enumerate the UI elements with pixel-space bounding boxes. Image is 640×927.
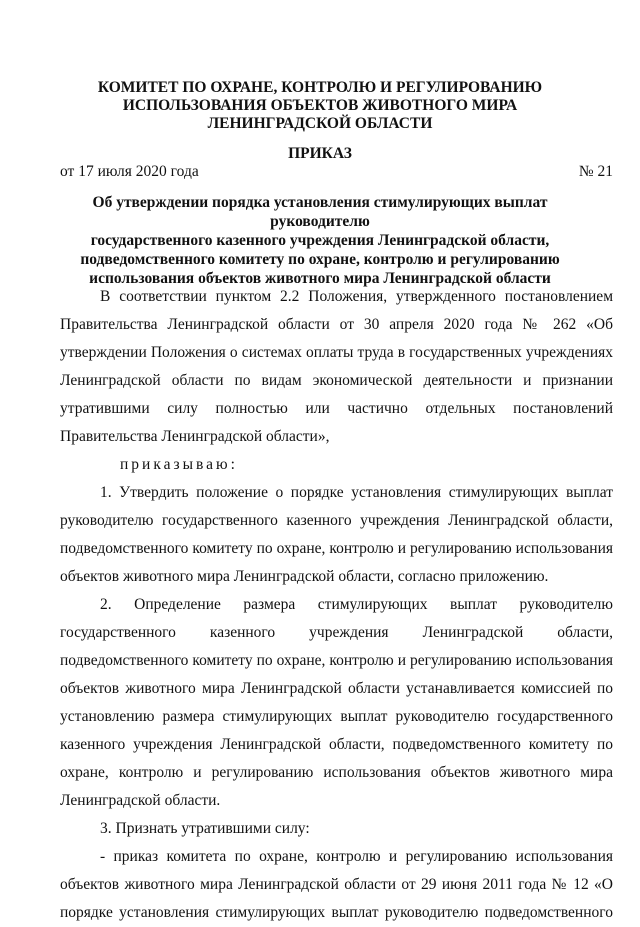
preamble-paragraph: В соответствии пунктом 2.2 Положения, утвержденного постановлением Правительства Ленинградской области от 30 апреля 2020 года № 262 «Об утверждении Положения о системах оплаты труда в государственных учреждениях Ленинградской области по видам экономической деятельности и признании утратившими силу полностью или частично отдельных постановлений Правительства Ленинградской области», xyxy=(60,288,613,445)
subject-line-2: государственного казенного учреждения Ленинградской области, xyxy=(90,232,550,249)
issuer-line-1: КОМИТЕТ ПО ОХРАНЕ, КОНТРОЛЮ И РЕГУЛИРОВАНИЮ xyxy=(97,79,543,96)
order-date: от 17 июля 2020 года xyxy=(60,163,199,180)
subject-line-1: Об утверждении порядка установления стимулирующих выплат руководителю xyxy=(92,194,548,230)
order-title: ПРИКАЗ xyxy=(288,145,352,162)
issuer-line-3: ЛЕНИНГРАДСКОЙ ОБЛАСТИ xyxy=(207,115,433,132)
subject-line-4: использования объектов животного мира Ленинградской области xyxy=(89,270,551,287)
subject-line-3: подведомственного комитету по охране, контролю и регулированию xyxy=(80,251,560,268)
prikazyvayu-line: приказываю: xyxy=(120,456,238,473)
issuer-line-2: ИСПОЛЬЗОВАНИЯ ОБЪЕКТОВ ЖИВОТНОГО МИРА xyxy=(122,97,518,114)
item-3-sub-paragraph: - приказ комитета по охране, контролю и регулированию использования объектов животного мира Ленинградской области от 29 июня 2011 года № 12 «О порядке установления стимулирующих выплат руководителю подведомственного xyxy=(60,848,613,921)
item-1-paragraph: 1. Утвердить положение о порядке установления стимулирующих выплат руководителю государственного казенного учреждения Ленинградской области, подведомственного комитету по охране, контролю и регулированию использования объектов животного мира Ленинградской области, согласно приложению. xyxy=(60,484,613,585)
item-3-paragraph: 3. Признать утратившими силу: xyxy=(100,820,310,837)
order-subject xyxy=(60,193,580,288)
item-2-paragraph: 2. Определение размера стимулирующих выплат руководителю государственного казенного учреждения Ленинградской области, подведомственного комитету по охране, контролю и регулированию использования объектов животного мира Ленинградской области устанавливается комиссией по установлению размера стимулирующих выплат руководителю государственного казенного учреждения Ленинградской области, подведомственного комитету по охране, контролю и регулированию использования объектов животного мира Ленинградской области. xyxy=(60,596,613,809)
order-body xyxy=(60,283,613,927)
issuer-header xyxy=(60,79,580,133)
order-number: № 21 xyxy=(578,163,613,180)
